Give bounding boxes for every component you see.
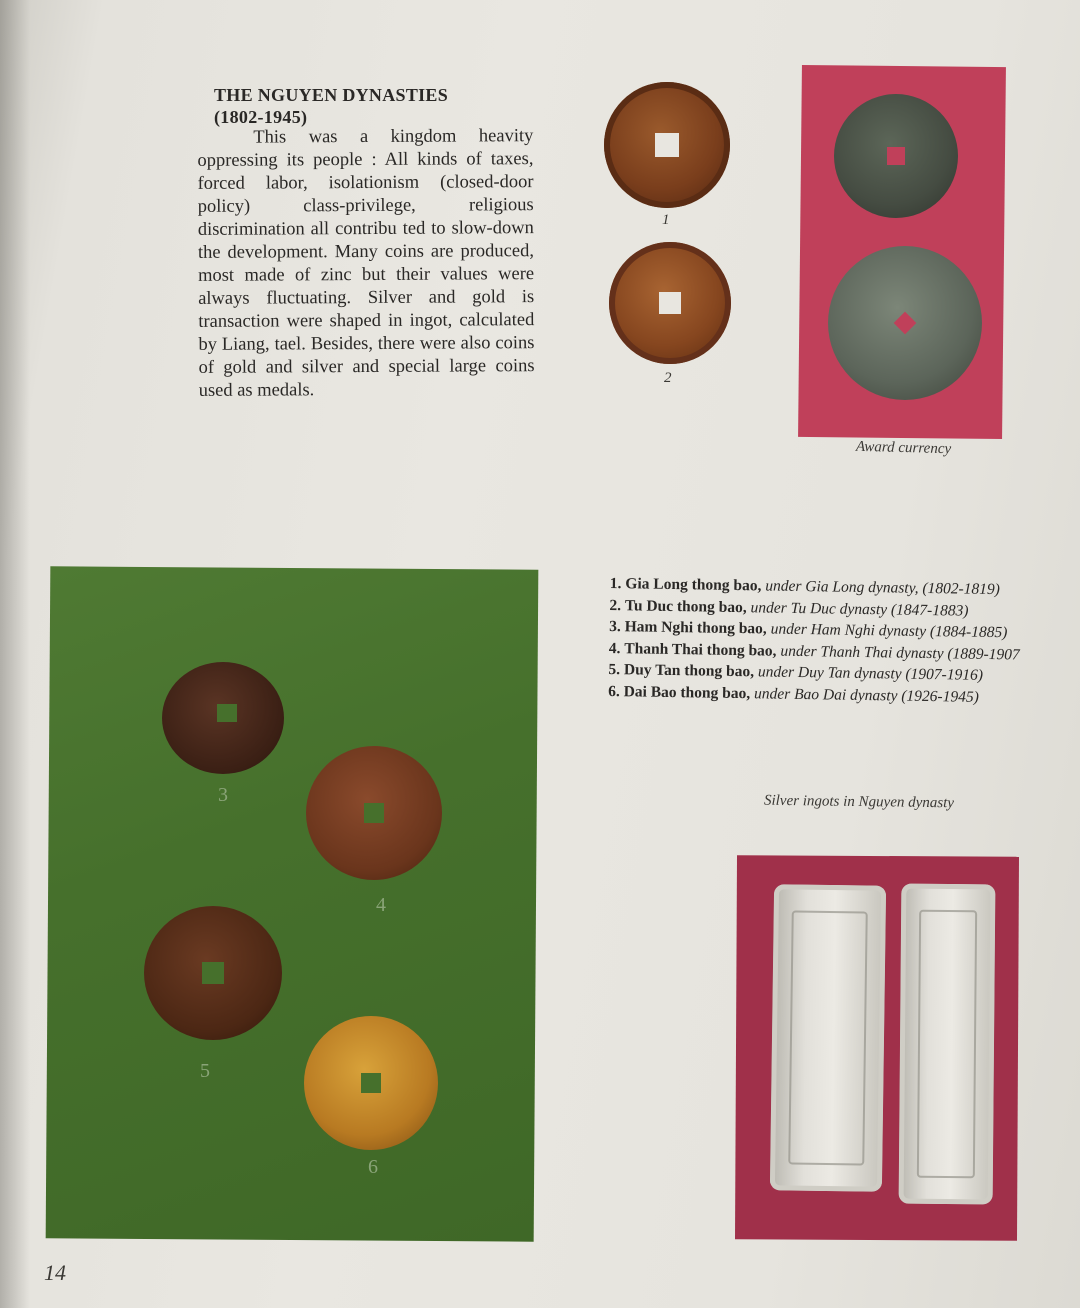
coin-photo-6 <box>304 1016 438 1150</box>
heading-years: (1802-1945) <box>214 107 308 127</box>
intro-paragraph: This was a kingdom heavity oppressing its people : All kinds of taxes, forced labor, isolationism (closed-door policy) class-privilege, religious discrimination all contribu ted to slow-down the development. Many coins are produced, most made of zinc but their values were always fluctuating. Silver and gold is transaction were shaped in ingot, calculated by Liang, tael. Besides, there were also coins of gold and silver and special large coins used as medals. <box>197 126 535 401</box>
list-item: 2. Tu Duc thong bao, under Tu Duc dynasty (1847-1883) <box>609 596 969 620</box>
coin-label-3: 3 <box>218 784 228 806</box>
list-item: 3. Ham Nghi thong bao, under Ham Nghi dynasty (1884-1885) <box>609 617 1008 642</box>
heading-title: THE NGUYEN DYNASTIES <box>214 85 449 105</box>
coin-label-5: 5 <box>200 1060 210 1082</box>
coin-label-4: 4 <box>376 894 386 916</box>
section-heading <box>214 84 544 128</box>
award-coin-large <box>828 246 982 400</box>
list-item: 1. Gia Long thong bao, under Gia Long dynasty, (1802-1819) <box>609 574 1001 599</box>
coin-photo-2 <box>609 242 731 364</box>
list-item: 5. Duy Tan thong bao, under Duy Tan dynasty (1907-1916) <box>608 660 984 684</box>
coin-label-1: 1 <box>662 212 670 228</box>
coin-list <box>608 573 1080 709</box>
coin-photo-5 <box>144 906 282 1040</box>
coin-photo-4 <box>306 746 442 880</box>
award-coin-small <box>834 94 958 218</box>
coin-photo-1 <box>604 82 730 208</box>
list-item: 4. Thanh Thai thong bao, under Thanh Thai dynasty (1889-1907 <box>608 639 1020 663</box>
silver-ingot-right <box>899 884 996 1205</box>
coin-photo-3 <box>162 662 284 774</box>
coins-photo-panel <box>46 566 539 1241</box>
page-gutter-shadow <box>0 0 30 1308</box>
page-number: 14 <box>44 1260 66 1285</box>
ingots-caption: Silver ingots in Nguyen dynasty <box>763 792 955 812</box>
award-caption: Award currency <box>855 438 952 458</box>
list-item: 6. Dai Bao thong bao, under Bao Dai dynasty (1926-1945) <box>608 682 979 706</box>
coin-label-6: 6 <box>368 1156 378 1178</box>
coin-label-2: 2 <box>664 370 672 386</box>
silver-ingot-left <box>770 884 886 1192</box>
